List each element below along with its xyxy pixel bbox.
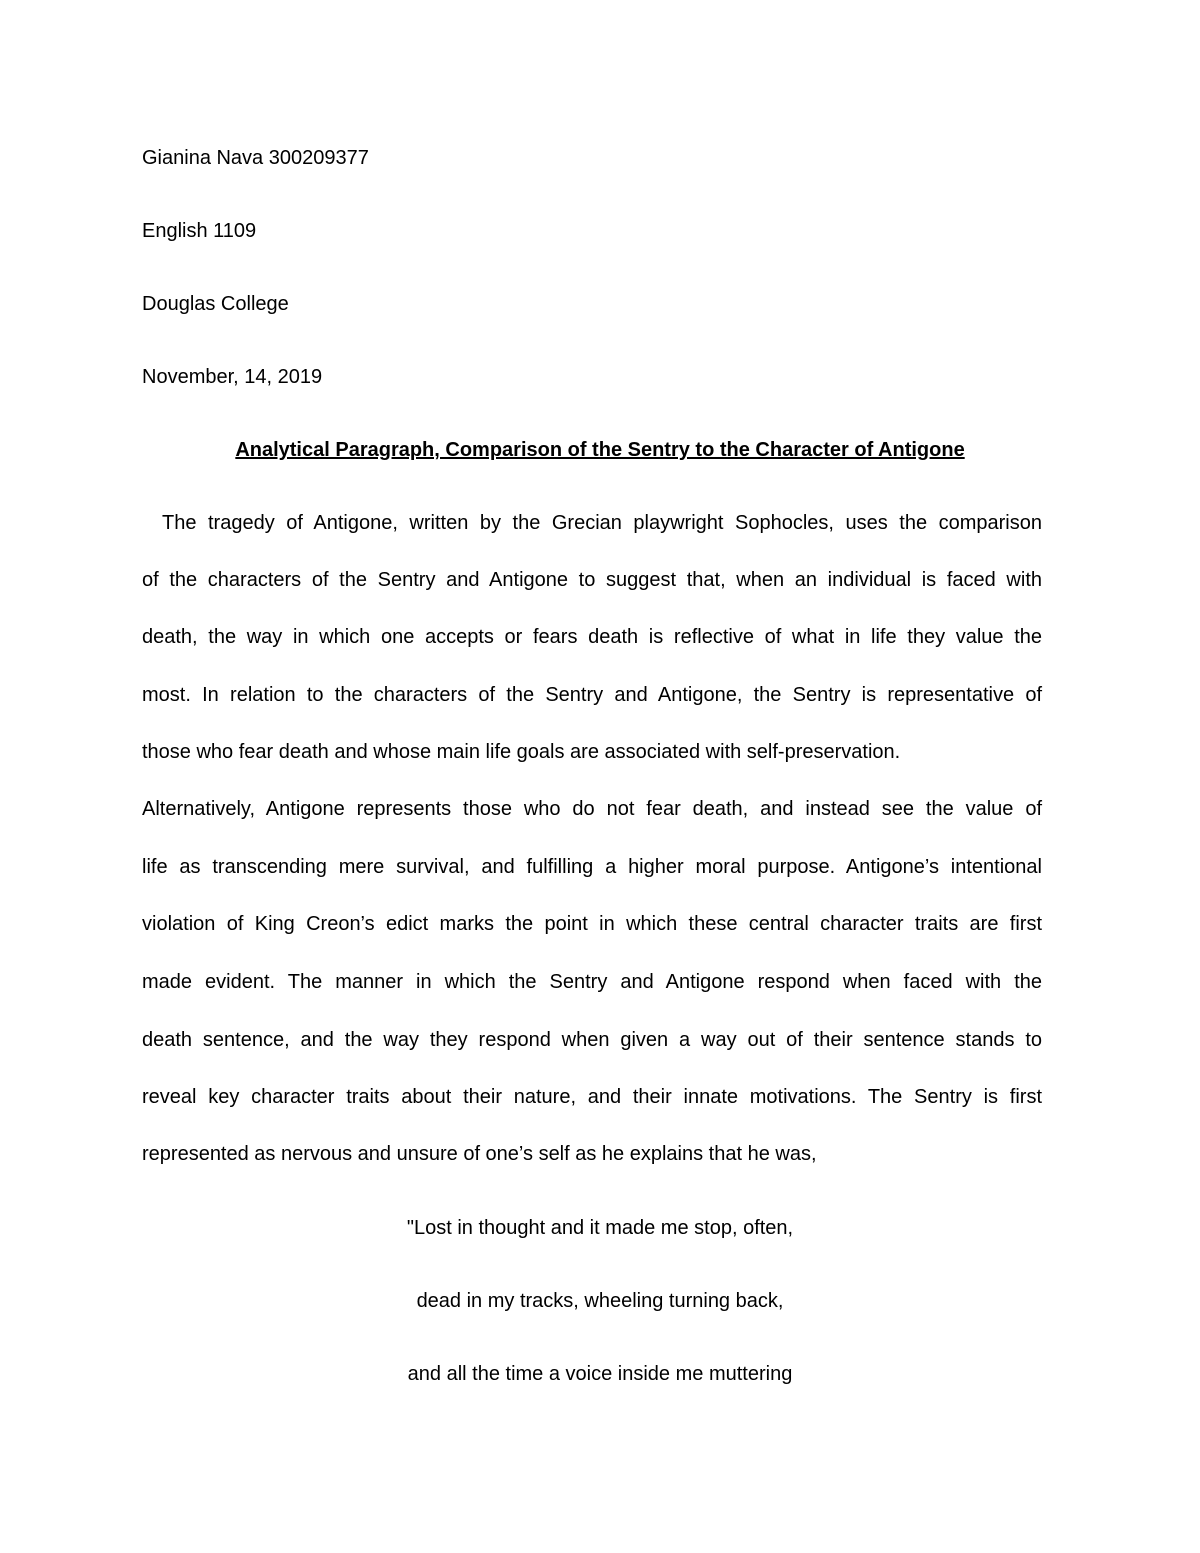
paragraph-line: The tragedy of Antigone, written by the Grecian playwright Sophocles, uses the comparison [162, 512, 1042, 534]
course-name: English 1109 [142, 220, 257, 242]
college-name: Douglas College [142, 293, 289, 315]
quote-line: dead in my tracks, wheeling turning back, [416, 1290, 784, 1312]
paragraph-line: most. In relation to the characters of the Sentry and Antigone, the Sentry is representative of [142, 684, 1042, 706]
paragraph-line: life as transcending mere survival, and fulfilling a higher moral purpose. Antigone’s intentional [142, 856, 1042, 878]
page-title: Analytical Paragraph, Comparison of the Sentry to the Character of Antigone [235, 439, 965, 461]
date: November, 14, 2019 [142, 366, 323, 388]
paragraph-line: reveal key character traits about their nature, and their innate motivations. The Sentry is first [142, 1086, 1042, 1108]
author-name-and-id: Gianina Nava 300209377 [142, 147, 369, 169]
quote-line: and all the time a voice inside me muttering [407, 1363, 793, 1385]
paragraph-line: those who fear death and whose main life goals are associated with self-preservation. [142, 741, 901, 763]
paragraph-line: death, the way in which one accepts or fears death is reflective of what in life they value the [142, 626, 1042, 648]
paragraph-line: violation of King Creon’s edict marks the point in which these central character traits are first [142, 913, 1042, 935]
quote-line: "Lost in thought and it made me stop, often, [406, 1217, 794, 1239]
paragraph-line: made evident. The manner in which the Sentry and Antigone respond when faced with the [142, 971, 1042, 993]
paragraph-line: represented as nervous and unsure of one’s self as he explains that he was, [142, 1143, 817, 1165]
paragraph-line: death sentence, and the way they respond when given a way out of their sentence stands to [142, 1029, 1042, 1051]
paragraph-line: Alternatively, Antigone represents those who do not fear death, and instead see the value of [142, 798, 1042, 820]
paragraph-line: of the characters of the Sentry and Antigone to suggest that, when an individual is faced with [142, 569, 1042, 591]
